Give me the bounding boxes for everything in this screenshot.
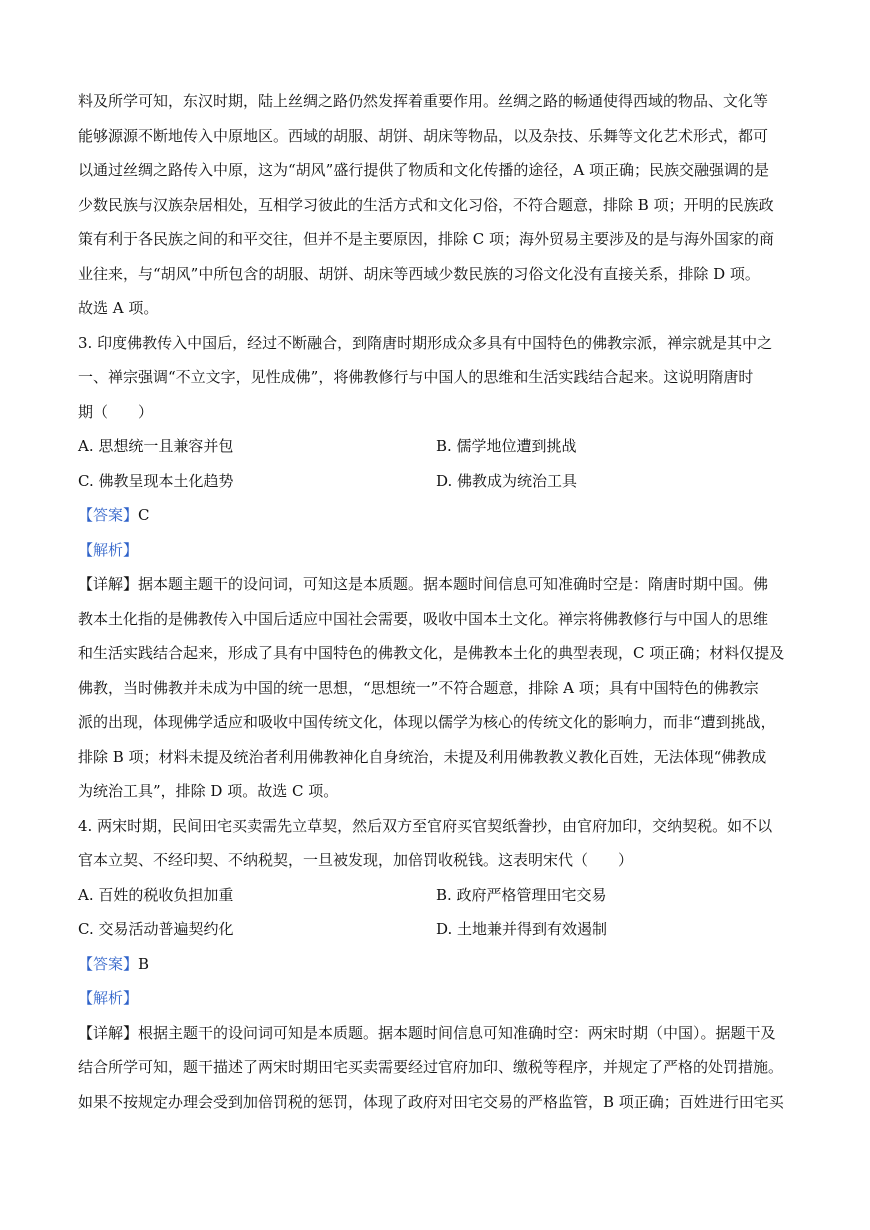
q2-analysis-tail (78, 84, 794, 326)
question-stem-line: 3. 印度佛教传入中国后，经过不断融合，到隋唐时期形成众多具有中国特色的佛教宗派，禅宗就是其中之 (78, 333, 773, 352)
detail-text: 据本题主题干的设问词，可知这是本质题。据本题时间信息可知准确时空是：隋唐时期中国。佛 (138, 575, 769, 593)
question-3 (78, 326, 794, 809)
detail-text-line: 和生活实践结合起来，形成了具有中国特色的佛教文化，是佛教本土化的典型表现，C 项正确；材料仅提及 (78, 644, 785, 662)
detail-line (78, 1016, 794, 1051)
answer-tag: 【答案】 (78, 954, 139, 973)
detail-text-line: 排除 B 项；材料未提及统治者利用佛教神化自身统治，未提及利用佛教教义教化百姓，无法体现“佛教成 (78, 747, 767, 766)
option-a: A. 百姓的税收负担加重 (78, 885, 234, 904)
option-row (78, 464, 794, 499)
detail-text-line: 佛教，当时佛教并未成为中国的统一思想，“思想统一”不符合题意，排除 A 项；具有中国特色的佛教宗 (78, 678, 759, 697)
question-stem-line: 4. 两宋时期，民间田宅买卖需先立草契，然后双方至官府买官契纸誊抄，由官府加印，交纳契税。如不以 (78, 816, 773, 835)
detail-tag: 【详解】 (78, 575, 139, 593)
option-a: A. 思想统一且兼容并包 (78, 437, 234, 455)
detail-text-line: 如果不按规定办理会受到加倍罚税的惩罚，体现了政府对田宅交易的严格监管，B 项正确；百姓进行田宅买 (78, 1092, 784, 1111)
text-line: 策有利于各民族之间的和平交往，但并不是主要原因，排除 C 项；海外贸易主要涉及的是与海外国家的商 (78, 230, 775, 248)
analysis-tag: 【解析】 (78, 540, 139, 559)
answer-tag: 【答案】 (78, 506, 139, 524)
detail-text-line: 为统治工具”，排除 D 项。故选 C 项。 (78, 782, 339, 800)
answer-line (78, 947, 794, 982)
detail-text-line: 教本土化指的是佛教传入中国后适应中国社会需要，吸收中国本土文化。禅宗将佛教修行与中国人的思维 (78, 609, 769, 628)
option-row (78, 429, 794, 464)
option-d: D. 佛教成为统治工具 (436, 471, 578, 490)
answer-value: B (138, 954, 150, 973)
option-b: B. 儒学地位遭到挑战 (436, 437, 577, 455)
analysis-tag: 【解析】 (78, 989, 139, 1007)
text-line: 业往来，与“胡风”中所包含的胡服、胡饼、胡床等西域少数民族的习俗文化没有直接关系，排除 D 项。 (78, 264, 760, 283)
detail-tag: 【详解】 (78, 1023, 139, 1042)
detail-text: 根据主题干的设问词可知是本质题。据本题时间信息可知准确时空：两宋时期（中国）。据题干及 (138, 1023, 776, 1042)
answer-value: C (138, 506, 150, 524)
question-4 (78, 809, 794, 1120)
option-d: D. 土地兼并得到有效遏制 (436, 920, 608, 938)
option-row (78, 912, 794, 947)
answer-line (78, 498, 794, 533)
question-stem-line: 一、禅宗强调“不立文字，见性成佛”，将佛教修行与中国人的思维和生活实践结合起来。这说明隋唐时 (78, 368, 754, 386)
analysis-line (78, 533, 794, 568)
option-row (78, 878, 794, 913)
detail-text-line: 结合所学可知，题干描述了两宋时期田宅买卖需要经过官府加印、缴税等程序，并规定了严格的处罚措施。 (78, 1058, 784, 1076)
text-line: 少数民族与汉族杂居相处，互相学习彼此的生活方式和文化习俗，不符合题意，排除 B 项；开明的民族政 (78, 195, 774, 214)
option-b: B. 政府严格管理田宅交易 (436, 885, 607, 904)
text-line: 料及所学可知，东汉时期，陆上丝绸之路仍然发挥着重要作用。丝绸之路的畅通使得西域的物品、文化等 (78, 92, 769, 110)
text-line: 故选 A 项。 (78, 299, 159, 317)
question-stem-line: 官本立契、不经印契、不纳税契，一旦被发现，加倍罚收税钱。这表明宋代（ ） (78, 851, 634, 869)
text-line: 能够源源不断地传入中原地区。西域的胡服、胡饼、胡床等物品，以及杂技、乐舞等文化艺术形式，都可 (78, 126, 769, 145)
analysis-line (78, 981, 794, 1016)
document-content (78, 84, 794, 1119)
detail-text-line: 派的出现，体现佛学适应和吸收中国传统文化，体现以儒学为核心的传统文化的影响力，而非“遭到挑战， (78, 713, 776, 731)
question-stem-line: 期（ ） (78, 402, 154, 421)
option-c: C. 交易活动普遍契约化 (78, 920, 234, 938)
detail-line (78, 567, 794, 602)
option-c: C. 佛教呈现本土化趋势 (78, 471, 234, 490)
text-line: 以通过丝绸之路传入中原，这为“胡风”盛行提供了物质和文化传播的途径，A 项正确；民族交融强调的是 (78, 161, 769, 179)
